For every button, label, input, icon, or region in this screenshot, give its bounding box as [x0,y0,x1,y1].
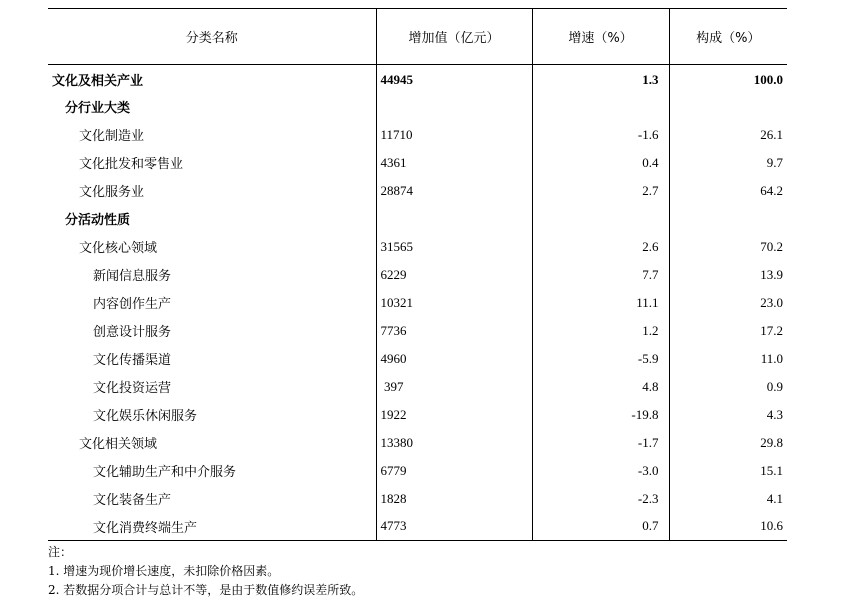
row-value: 4960 [376,345,532,373]
table-row [48,429,787,457]
row-value: 6779 [376,457,532,485]
table-row [48,345,787,373]
row-value: 11710 [376,121,532,149]
row-share: 26.1 [669,121,787,149]
table-row [48,513,787,541]
row-growth: -5.9 [532,345,669,373]
table-row [48,149,787,177]
row-growth: 0.4 [532,149,669,177]
row-name: 文化批发和零售业 [79,157,184,172]
row-growth: 0.7 [532,513,669,541]
header-value: 增加值（亿元） [376,9,532,65]
table-header-row [48,9,787,65]
row-name: 文化投资运营 [93,381,172,396]
row-share: 17.2 [669,317,787,345]
row-value: 1922 [376,401,532,429]
notes-title: 注： [48,545,73,559]
row-name: 文化消费终端生产 [48,513,376,541]
row-share: 13.9 [669,261,787,289]
table-row [48,317,787,345]
row-share: 15.1 [669,457,787,485]
table-row [48,261,787,289]
row-growth: 2.7 [532,177,669,205]
table-row [48,93,787,121]
row-share: 23.0 [669,289,787,317]
row-name: 文化相关领域 [79,437,158,452]
header-growth: 增速（%） [532,9,669,65]
row-name: 文化娱乐休闲服务 [93,409,198,424]
row-growth: 1.3 [532,65,669,93]
table-row [48,401,787,429]
row-name: 文化核心领域 [79,241,158,256]
row-value: 4361 [376,149,532,177]
row-share: 10.6 [669,513,787,541]
row-share [669,205,787,233]
table-row [48,373,787,401]
row-share: 4.3 [669,401,787,429]
row-growth: 2.6 [532,233,669,261]
row-value: 4773 [376,513,532,541]
row-share: 9.7 [669,149,787,177]
table-row [48,121,787,149]
row-name: 创意设计服务 [93,325,172,340]
row-name: 内容创作生产 [93,297,172,312]
notes [48,543,363,600]
row-name: 文化传播渠道 [93,353,172,368]
row-value: 397 [376,373,532,401]
row-name: 文化及相关产业 [52,74,144,90]
row-growth: -3.0 [532,457,669,485]
table-body [48,65,787,541]
statistics-table [48,8,787,541]
row-growth: 1.2 [532,317,669,345]
row-share: 100.0 [669,65,787,93]
row-growth: 4.8 [532,373,669,401]
row-share: 4.1 [669,485,787,513]
row-share: 64.2 [669,177,787,205]
row-value: 10321 [376,289,532,317]
table-row [48,289,787,317]
row-value: 31565 [376,233,532,261]
row-value [376,205,532,233]
row-name: 文化装备生产 [93,493,172,508]
row-value: 44945 [376,65,532,93]
header-share: 构成（%） [669,9,787,65]
row-growth [532,93,669,121]
table-row [48,205,787,233]
row-value: 1828 [376,485,532,513]
row-growth: -1.7 [532,429,669,457]
row-growth: -2.3 [532,485,669,513]
row-growth [532,205,669,233]
row-value: 28874 [376,177,532,205]
row-name: 文化服务业 [79,185,145,200]
table-row [48,457,787,485]
table-row [48,233,787,261]
row-name: 分活动性质 [65,213,131,228]
row-share: 29.8 [669,429,787,457]
row-value: 7736 [376,317,532,345]
row-share [669,93,787,121]
row-growth: -1.6 [532,121,669,149]
row-share: 0.9 [669,373,787,401]
row-value: 13380 [376,429,532,457]
row-value [376,93,532,121]
row-name: 文化制造业 [79,129,145,144]
row-growth: -19.8 [532,401,669,429]
note-2: 2. 若数据分项合计与总计不等，是由于数值修约误差所致。 [48,583,364,597]
row-value: 6229 [376,261,532,289]
note-1: 1. 增速为现价增长速度，未扣除价格因素。 [48,564,280,578]
row-growth: 7.7 [532,261,669,289]
row-name: 新闻信息服务 [93,269,172,284]
row-share: 70.2 [669,233,787,261]
table-row [48,485,787,513]
row-name: 分行业大类 [65,101,131,116]
row-name: 文化辅助生产和中介服务 [93,465,237,480]
row-share: 11.0 [669,345,787,373]
row-growth: 11.1 [532,289,669,317]
table-row [48,65,787,93]
table-row [48,177,787,205]
header-category: 分类名称 [48,9,376,65]
